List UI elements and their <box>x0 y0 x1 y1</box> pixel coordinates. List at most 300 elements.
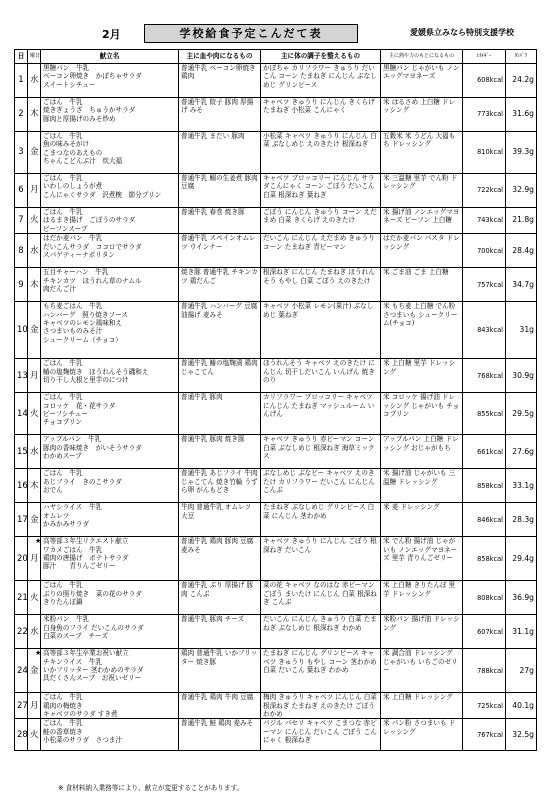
energy-foods-cell-text: 米 三温糖 里芋 でん粉 ドレッシング <box>383 174 458 191</box>
footnote: ※ 食材料納入業務等により、献立が変更することがあります。 <box>58 784 244 792</box>
weekday-cell-text: 火 <box>30 215 39 226</box>
kcal-cell-text: 608kcal <box>477 76 503 85</box>
body-foods-cell-text: キャベツ きゅうり にんじん きくらげ たまねぎ 小松菜 こんにゃく <box>263 98 375 115</box>
weekday-cell <box>28 359 41 393</box>
kcal-cell <box>463 649 506 693</box>
protein-cell-text: 32.5g <box>512 729 534 739</box>
blood-foods-cell <box>179 64 261 98</box>
blood-foods-cell <box>179 649 261 693</box>
weekday-cell-text: 水 <box>30 75 39 86</box>
protein-cell-text: 24.2g <box>512 75 534 85</box>
body-foods-cell-text: キャベツ 小松菜 レモン(果汁) ぶなしめじ 葉ねぎ <box>263 302 374 319</box>
blood-foods-cell <box>179 581 261 615</box>
menu-cell <box>41 208 179 234</box>
table-row <box>15 268 537 302</box>
blood-foods-cell <box>179 693 261 719</box>
blood-foods-cell-text: 普通牛乳 春巻 焼き豚 <box>181 208 245 216</box>
protein-cell <box>506 359 537 393</box>
blood-foods-cell-text: 牛肉 普通牛乳 オムレツ 大豆 <box>181 503 252 520</box>
protein-cell-text: 40.1g <box>512 700 534 710</box>
body-foods-cell-text: カリフラワー ブロッコリー キャベツ にんじん たまねぎ マッシュルーム いんげん <box>263 393 375 419</box>
energy-foods-cell <box>381 649 463 693</box>
day-cell-text: 24 <box>17 665 28 676</box>
body-foods-cell <box>261 719 381 751</box>
day-cell-text: 9 <box>18 279 24 290</box>
menu-cell <box>41 302 179 359</box>
body-foods-cell <box>261 268 381 302</box>
kcal-cell <box>463 98 506 132</box>
table-row <box>15 581 537 615</box>
table-row <box>15 503 537 537</box>
day-cell <box>15 302 28 359</box>
day-cell-text: 20 <box>17 553 28 564</box>
day-cell <box>15 268 28 302</box>
protein-cell-text: 31g <box>519 325 534 335</box>
energy-foods-cell <box>381 234 463 268</box>
blood-foods-cell <box>179 268 261 302</box>
kcal-cell <box>463 208 506 234</box>
menu-cell <box>41 719 179 751</box>
menu-cell <box>35 537 179 581</box>
table-row <box>15 615 537 649</box>
menu-cell <box>41 132 179 174</box>
day-cell-text: 17 <box>17 514 28 525</box>
day-cell-text: 10 <box>17 325 28 336</box>
menu-cell <box>41 503 179 537</box>
energy-foods-cell <box>381 132 463 174</box>
table-row <box>15 234 537 268</box>
table-row <box>15 537 537 581</box>
day-cell <box>15 132 28 174</box>
energy-foods-cell-text: 米 ごま油 ごま 上白糖 <box>383 268 449 277</box>
weekday-cell-text: 火 <box>30 592 39 603</box>
day-cell <box>15 234 28 268</box>
energy-foods-cell <box>381 693 463 719</box>
body-foods-cell <box>261 234 381 268</box>
protein-cell <box>506 268 537 302</box>
kcal-cell <box>463 393 506 435</box>
table-row <box>15 98 537 132</box>
menu-cell <box>41 435 179 469</box>
table-row <box>15 393 537 435</box>
menu-cell <box>41 393 179 435</box>
protein-cell-text: 36.9g <box>512 592 534 602</box>
blood-foods-cell-text: 普通牛乳 豚肉 焼き豚 <box>181 435 245 444</box>
energy-foods-cell-text: 米 もち麦 上白糖 でん粉 さつまいも シュークリーム(チョコ) <box>383 302 458 328</box>
kcal-cell-text: 768kcal <box>477 371 503 380</box>
energy-foods-cell <box>381 537 463 581</box>
energy-foods-cell <box>381 503 463 537</box>
body-foods-cell-text: だいこん にんじん きゅうり 白菜 たまねぎ ぶなしめじ 根深ねぎ わかめ <box>263 615 377 632</box>
body-foods-cell <box>261 693 381 719</box>
body-foods-cell <box>261 469 381 503</box>
menu-cell-text: ごはん 牛乳 いわしのしょうが煮 こんにゃくサラダ 沢煮椀 節分プリン <box>43 174 162 199</box>
body-foods-cell-text: 梅肉 きゅうり キャベツ にんじん 白菜 根深ねぎ たまねぎ えのきたけ ごぼう わかめ <box>263 693 377 719</box>
kcal-cell <box>463 537 506 581</box>
blood-foods-cell <box>179 208 261 234</box>
day-cell-text: 8 <box>18 245 24 256</box>
day-cell-text: 21 <box>17 592 28 603</box>
blood-foods-cell <box>179 98 261 132</box>
day-cell <box>15 359 28 393</box>
menu-cell-text: 五目チャーハン 牛乳 チキンカツ ほうれん草のナムル 肉だんご汁 <box>43 268 142 294</box>
menu-cell-text: ごはん 牛乳 鰆の塩麹焼き ほうれんそう磯和え 切り干し大根と里芋のにつけ <box>43 359 149 385</box>
day-cell <box>15 719 28 751</box>
table-row <box>15 302 537 359</box>
kcal-cell-text: 722kcal <box>477 186 503 195</box>
energy-foods-cell <box>381 98 463 132</box>
blood-foods-cell <box>179 174 261 208</box>
page-header <box>14 24 536 42</box>
kcal-cell <box>463 359 506 393</box>
header-protein: ﾀﾝﾊﾟｸ <box>506 50 537 64</box>
weekday-cell-text: 月 <box>30 185 39 196</box>
blood-foods-cell-text: 普通牛乳 鶏肉 豚肉 豆腐 麦みそ <box>181 537 254 554</box>
menu-cell-text: ごはん 牛乳 ぶりの照り焼き 菜の花のサラダ きりたんぽ鍋 <box>43 581 142 607</box>
day-cell <box>15 693 28 719</box>
blood-foods-cell-text: 普通牛乳 鰯の生姜煮 豚肉 豆腐 <box>181 174 258 191</box>
weekday-cell-text: 月 <box>30 553 39 564</box>
energy-foods-cell <box>381 268 463 302</box>
energy-foods-cell-text: 米 上白糖 里芋 ドレッシング <box>383 359 456 376</box>
weekday-cell-text: 火 <box>30 729 39 740</box>
protein-cell-text: 27.6g <box>512 446 534 456</box>
body-foods-cell <box>261 435 381 469</box>
menu-cell <box>41 693 179 719</box>
day-cell <box>15 503 28 537</box>
blood-foods-cell-text: 焼き豚 普通牛乳 チキンカツ 鶏だんご <box>181 268 258 285</box>
kcal-cell-text: 846kcal <box>477 515 503 524</box>
protein-cell-text: 29.5g <box>512 408 534 418</box>
weekday-cell <box>28 132 41 174</box>
body-foods-cell-text: かぼちゃ カリフラワー きゅうり だいこん コーン たまねぎ にんじん ぶなしめじ グリンピース <box>263 64 377 89</box>
protein-cell <box>506 234 537 268</box>
day-cell <box>15 581 28 615</box>
energy-foods-cell <box>381 435 463 469</box>
day-cell <box>15 537 28 581</box>
menu-cell-text: 高等部３年生リクエスト献立 ワカメごはん 牛乳 鶏肉の唐揚げ ポテトサラダ 豚汁 青りんごゼリー <box>43 537 129 571</box>
kcal-cell-text: 767kcal <box>477 730 503 739</box>
header-body: 主に体の調子を整えるもの <box>261 50 381 64</box>
day-cell-text: 22 <box>17 626 28 637</box>
kcal-cell-text: 788kcal <box>477 666 503 675</box>
weekday-cell-text: 水 <box>30 446 39 457</box>
blood-foods-cell <box>179 359 261 393</box>
body-foods-cell-text: パジル パセリ キャベツ こまつな 赤ピーマン にんじん だいこん ごぼう こんにゃく 根深ねぎ <box>263 719 377 745</box>
weekday-cell <box>28 719 41 751</box>
energy-foods-cell-text: はだか麦パン パスタ ドレッシング <box>383 234 460 251</box>
body-foods-cell <box>261 581 381 615</box>
protein-cell-text: 29.4g <box>512 553 534 563</box>
body-foods-cell-text: 菜の花 キャベツ なのはな 赤ピーマン ごぼう まいたけ にんじん 白菜 根深ねぎ こんぶ <box>263 581 377 607</box>
weekday-cell <box>28 234 41 268</box>
protein-cell-text: 21.8g <box>512 215 534 225</box>
blood-foods-cell-text: 普通牛乳 スペインオムレツ ウインナー <box>181 234 256 251</box>
day-cell <box>15 615 28 649</box>
kcal-cell-text: 607kcal <box>477 627 503 636</box>
kcal-cell <box>463 719 506 751</box>
blood-foods-cell <box>179 302 261 359</box>
menu-cell-text: はだか麦パン 牛乳 だいこんサラダ ココロでサラダ スパゲティーナポリタン <box>43 234 142 260</box>
menu-cell <box>41 615 179 649</box>
blood-foods-cell-text: 普通牛乳 鰆の塩麹漬 鶏肉 じゃこてん <box>181 359 258 376</box>
day-cell <box>15 469 28 503</box>
weekday-cell-text: 金 <box>30 665 39 676</box>
day-cell <box>15 98 28 132</box>
protein-cell <box>506 693 537 719</box>
weekday-cell <box>28 98 41 132</box>
table-row <box>15 359 537 393</box>
body-foods-cell <box>261 302 381 359</box>
protein-cell <box>506 64 537 98</box>
weekday-cell <box>28 208 41 234</box>
body-foods-cell <box>261 64 381 98</box>
table-header-row <box>15 50 537 64</box>
blood-foods-cell <box>179 469 261 503</box>
day-cell-text: 7 <box>18 215 24 226</box>
menu-cell <box>41 174 179 208</box>
day-cell-text: 6 <box>18 185 24 196</box>
kcal-cell <box>463 234 506 268</box>
weekday-cell-text: 木 <box>30 279 39 290</box>
day-cell-text: 14 <box>17 408 28 419</box>
body-foods-cell-text: ごぼう にんじん きゅうり コーン えだまめ 白菜 きくらげ えのきたけ <box>263 208 377 225</box>
energy-foods-cell <box>381 719 463 751</box>
blood-foods-cell <box>179 234 261 268</box>
body-foods-cell-text: 小松菜 キャベツ きゅうり にんじん 白菜 ぶなしめじ えのきたけ 根深ねぎ <box>263 132 377 149</box>
menu-cell-text: 米粉パン 牛乳 白身魚のフライ だいこんのサラダ 白菜のスープ チーズ <box>43 615 144 641</box>
menu-cell <box>41 469 179 503</box>
menu-cell-text: ごはん 牛乳 はるまき揚げ ごぼうのサラダ ビーフンスープ <box>43 208 136 233</box>
body-foods-cell-text: 根深ねぎ にんじん たまねぎ ほうれんそう もやし 白菜 ごぼう えのきたけ <box>263 268 375 285</box>
day-cell <box>15 435 28 469</box>
day-cell-text: 27 <box>17 700 28 711</box>
body-foods-cell-text: ぶなしめじ ぶなピー キャベツ えのきたけ カリフラワー だいこん にんじん こんぶ <box>263 469 375 495</box>
energy-foods-cell <box>381 359 463 393</box>
weekday-cell-text: 金 <box>30 325 39 336</box>
kcal-cell-text: 773kcal <box>477 110 503 119</box>
table-row <box>15 649 537 693</box>
header-blood: 主に血や肉になるもの <box>179 50 261 64</box>
body-foods-cell <box>261 132 381 174</box>
table-row <box>15 435 537 469</box>
protein-cell <box>506 503 537 537</box>
protein-cell-text: 28.4g <box>512 245 534 255</box>
kcal-cell <box>463 302 506 359</box>
kcal-cell-text: 757kcal <box>477 280 503 289</box>
blood-foods-cell-text: 鶏肉 普通牛乳 いかフリッター 焼き豚 <box>181 649 258 666</box>
protein-cell <box>506 615 537 649</box>
blood-foods-cell-text: 普通牛乳 まだい 豚肉 <box>181 132 245 140</box>
body-foods-cell <box>261 174 381 208</box>
weekday-cell-text: 金 <box>30 147 39 158</box>
body-foods-cell-text: たまねぎ ぶなしめじ グリンピース 白菜 にんじん 茎わかめ <box>263 503 375 520</box>
weekday-cell-text: 月 <box>30 700 39 711</box>
kcal-cell-text: 725kcal <box>477 701 503 710</box>
weekday-cell <box>28 503 41 537</box>
protein-cell <box>506 469 537 503</box>
body-foods-cell-text: ほうれんそう キャベツ えのきたけ にんじん 切干しだいこん いんげん 焼きのり <box>263 359 375 385</box>
day-cell <box>15 64 28 98</box>
weekday-cell-text: 木 <box>30 109 39 120</box>
body-foods-cell-text: だいこん にんじん えだまめ きゅうり コーン たまねぎ 青ピーマン <box>263 234 375 251</box>
energy-foods-cell <box>381 174 463 208</box>
day-cell-text: 3 <box>18 147 24 158</box>
kcal-cell-text: 743kcal <box>477 216 503 225</box>
kcal-cell <box>463 174 506 208</box>
kcal-cell-text: 858kcal <box>477 481 503 490</box>
page-title: 学校給食予定こんだて表 <box>144 24 358 43</box>
body-foods-cell <box>261 359 381 393</box>
blood-foods-cell <box>179 503 261 537</box>
header-kcal: ｴﾈﾙｷﾞｰ <box>463 50 506 64</box>
weekday-cell <box>28 435 41 469</box>
weekday-cell <box>28 393 41 435</box>
menu-cell-text: ごはん 牛乳 鶏肉の梅焼き キャベツのサラダ すき煮 <box>43 693 118 719</box>
body-foods-cell <box>261 537 381 581</box>
kcal-cell-text: 843kcal <box>477 326 503 335</box>
menu-cell-text: ごはん 牛乳 魚の味みそがけ こまつなのあえもの ちゃんこどんぶ汁 炊大福 <box>43 132 123 166</box>
kcal-cell <box>463 132 506 174</box>
energy-foods-cell-text: 米 上白糖 きりたんぽ 里芋 ドレッシング <box>383 581 456 598</box>
energy-foods-cell-text: 米 揚げ油 ノンエッグマヨネーズ ビーフン 上白糖 <box>383 208 460 225</box>
kcal-cell <box>463 615 506 649</box>
protein-cell <box>506 98 537 132</box>
table-row <box>15 174 537 208</box>
weekday-cell-text: 木 <box>30 480 39 491</box>
menu-cell-text: ごはん 牛乳 あじフライ きのこサラダ おでん <box>43 469 122 495</box>
blood-foods-cell-text: 普通牛乳 ベーコン卵焼き 鶏肉 <box>181 64 256 81</box>
energy-foods-cell-text: 黒糖パン じゃがいも ノンエッグマヨネーズ <box>383 64 460 81</box>
blood-foods-cell-text: 普通牛乳 鮭 鶏肉 麦みそ <box>181 719 254 728</box>
weekday-cell-text: 火 <box>30 408 39 419</box>
table-row <box>15 719 537 751</box>
kcal-cell <box>463 503 506 537</box>
energy-foods-cell <box>381 302 463 359</box>
day-cell <box>15 174 28 208</box>
protein-cell-text: 32.9g <box>512 185 534 195</box>
menu-cell-text: アップルパン 牛乳 豚肉の香味焼き がいそうサラダ わかめスープ <box>43 435 142 461</box>
energy-foods-cell-text: 米 パン粉 さつまいも ドレッシング <box>383 719 456 736</box>
menu-cell-text: ごはん 牛乳 鮭の香草焼き 小松菜のサラダ さつま汁 <box>43 719 123 745</box>
protein-cell <box>506 393 537 435</box>
energy-foods-cell <box>381 469 463 503</box>
kcal-cell-text: 810kcal <box>477 148 503 157</box>
menu-cell <box>41 98 179 132</box>
menu-cell-text: 黒糖パン 牛乳 ベーコン卵焼き かぼちゃサラダ スイートシチュー <box>43 64 142 89</box>
blood-foods-cell <box>179 719 261 751</box>
kcal-cell-text: 855kcal <box>477 409 503 418</box>
kcal-cell <box>463 469 506 503</box>
menu-cell-text: ごはん 牛乳 コロッケ 花・花サラダ ビーフシチュー チョコプリン <box>43 393 116 427</box>
kcal-cell <box>463 693 506 719</box>
kcal-cell-text: 661kcal <box>477 447 503 456</box>
protein-cell <box>506 174 537 208</box>
day-cell-text: 28 <box>17 729 28 740</box>
weekday-cell <box>28 174 41 208</box>
protein-cell-text: 33.1g <box>512 480 534 490</box>
day-cell-text: 1 <box>18 75 24 86</box>
blood-foods-cell <box>179 615 261 649</box>
blood-foods-cell-text: 普通牛乳 鶏肉 牛肉 豆腐 <box>181 693 254 702</box>
day-cell <box>15 208 28 234</box>
body-foods-cell <box>261 615 381 649</box>
blood-foods-cell <box>179 537 261 581</box>
body-foods-cell-text: キャベツ きゅうり にんじん ごぼう 根深ねぎ だいこん <box>263 537 377 554</box>
energy-foods-cell-text: 五穀米 米 うどん 大福もち ドレッシング <box>383 132 456 149</box>
protein-cell-text: 31.6g <box>512 109 534 119</box>
body-foods-cell <box>261 208 381 234</box>
protein-cell-text: 30.9g <box>512 370 534 380</box>
weekday-cell <box>28 469 41 503</box>
blood-foods-cell <box>179 435 261 469</box>
weekday-cell <box>28 615 41 649</box>
blood-foods-cell-text: 普通牛乳 あじフライ 牛肉 じゃこてん 焼き竹輪 うずら卵 がんもどき <box>181 469 258 495</box>
body-foods-cell-text: キャベツ ブロッコリー にんじん サラダこんにゃく コーン ごぼう だいこん 白菜 根深ねぎ 葉ねぎ <box>263 174 375 199</box>
star-icon: ★ <box>35 537 42 546</box>
table-row <box>15 132 537 174</box>
energy-foods-cell-text: 米 揚げ油 じゃがいも 三温糖 ドレッシング <box>383 469 456 486</box>
blood-foods-cell-text: 普通牛乳 豚肉 <box>181 393 223 402</box>
weekday-cell <box>28 268 41 302</box>
weekday-cell-text: 金 <box>30 514 39 525</box>
school-name: 愛媛県立みなら特別支援学校 <box>410 28 514 37</box>
kcal-cell <box>463 64 506 98</box>
kcal-cell-text: 700kcal <box>477 246 503 255</box>
header-weekday: 曜日 <box>28 50 41 64</box>
body-foods-cell <box>261 393 381 435</box>
header-day: 日 <box>15 50 28 64</box>
kcal-cell <box>463 435 506 469</box>
energy-foods-cell-text: 米 でん粉 揚げ油 じゃがいも ノンエッグマヨネーズ 里芋 青りんごゼリー <box>383 537 458 563</box>
blood-foods-cell-text: 普通牛乳 ハンバーグ 豆腐 油揚げ 麦みそ <box>181 302 258 319</box>
protein-cell <box>506 719 537 751</box>
protein-cell <box>506 302 537 359</box>
protein-cell-text: 28.3g <box>512 514 534 524</box>
protein-cell <box>506 435 537 469</box>
menu-cell <box>41 268 179 302</box>
body-foods-cell-text: キャベツ きゅうり 赤ピーマン コーン 白菜 ぶなしめじ 根深ねぎ 海草ミックス <box>263 435 375 461</box>
energy-foods-cell <box>381 393 463 435</box>
star-icon: ★ <box>35 649 42 658</box>
month-label: 2月 <box>102 28 121 41</box>
day-cell-text: 16 <box>17 480 28 491</box>
protein-cell-text: 27g <box>519 665 534 675</box>
energy-foods-cell <box>381 64 463 98</box>
protein-cell <box>506 132 537 174</box>
energy-foods-cell <box>381 615 463 649</box>
energy-foods-cell <box>381 208 463 234</box>
body-foods-cell <box>261 98 381 132</box>
body-foods-cell <box>261 649 381 693</box>
weekday-cell <box>28 581 41 615</box>
day-cell <box>15 649 28 693</box>
energy-foods-cell-text: 米 上白糖 ドレッシング <box>383 693 453 702</box>
table-row <box>15 693 537 719</box>
menu-cell <box>35 649 179 693</box>
menu-table <box>14 49 537 751</box>
blood-foods-cell <box>179 132 261 174</box>
weekday-cell <box>28 302 41 359</box>
protein-cell <box>506 649 537 693</box>
protein-cell <box>506 537 537 581</box>
table-row <box>15 64 537 98</box>
energy-foods-cell-text: アップルパン 上白糖 ドレッシング おじゃがもち <box>383 435 459 452</box>
menu-cell <box>41 581 179 615</box>
menu-cell-text: もち麦ごはん 牛乳 ハンバーグ 照り焼きソース キャベツのレモン風味和え さつまいものみそ汁 シュークリーム（チョコ） <box>43 302 128 344</box>
protein-cell-text: 31.1g <box>512 626 534 636</box>
kcal-cell <box>463 581 506 615</box>
